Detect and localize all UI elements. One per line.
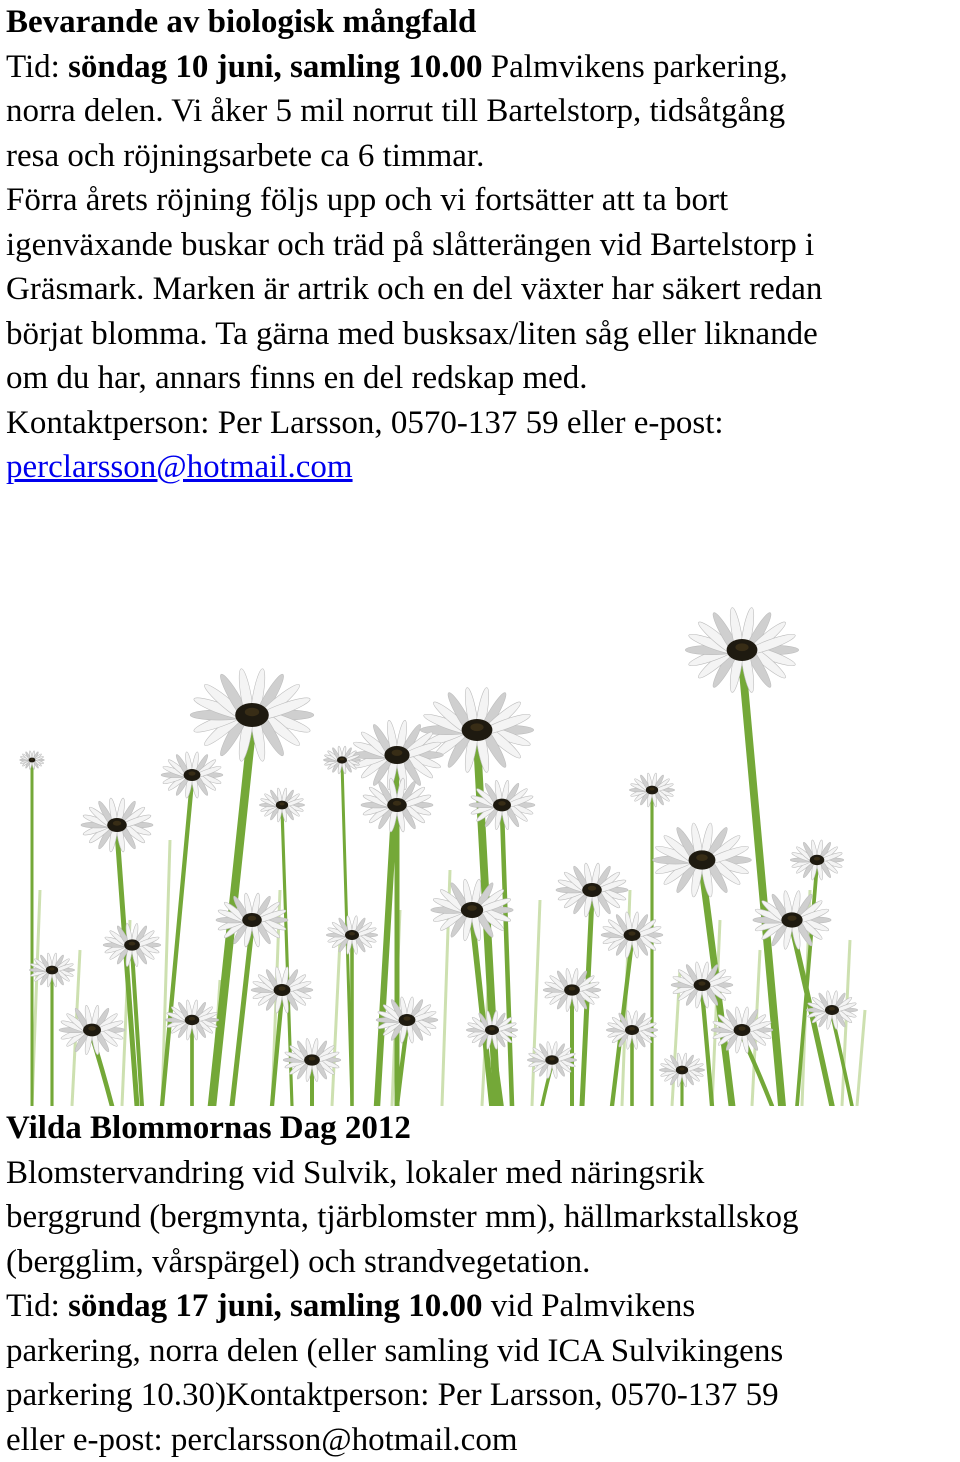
flower-center-highlight bbox=[629, 1027, 635, 1031]
flower-center-highlight bbox=[393, 801, 401, 806]
flower-center-highlight bbox=[787, 915, 796, 920]
event2-time-bold: söndag 17 juni, samling 10.00 bbox=[68, 1288, 483, 1324]
flower-center-highlight bbox=[188, 771, 195, 775]
event2-time-line bbox=[6, 1284, 956, 1329]
flower-center-highlight bbox=[113, 821, 121, 826]
flower-center-highlight bbox=[735, 643, 748, 651]
flower-center-highlight bbox=[392, 750, 403, 756]
email-link[interactable]: perclarsson@hotmail.com bbox=[6, 449, 353, 485]
event1-line: om du har, annars finns en del redskap med. bbox=[6, 360, 588, 396]
daisy-photo bbox=[12, 590, 868, 1106]
flower-center-highlight bbox=[88, 1026, 96, 1030]
flower-center-highlight bbox=[829, 1007, 835, 1011]
event1-line: Gräsmark. Marken är artrik och en del växter har säkert redan bbox=[6, 271, 823, 307]
event1-section bbox=[6, 0, 956, 490]
flower-center-highlight bbox=[698, 981, 705, 985]
event2-line: parkering, norra delen (eller samling vid ICA Sulvikingens bbox=[6, 1332, 784, 1369]
event1-time-line bbox=[6, 45, 956, 90]
event1-time-bold: söndag 10 juni, samling 10.00 bbox=[68, 48, 483, 85]
flower-center-highlight bbox=[588, 886, 596, 891]
event1-line: Förra årets röjning följs upp och vi fortsätter att ta bort bbox=[6, 182, 729, 218]
flower-center-highlight bbox=[49, 967, 54, 970]
event2-line: berggrund (bergmynta, tjärblomster mm), hällmarkstallskog bbox=[6, 1199, 799, 1235]
flower-center-highlight bbox=[569, 987, 576, 991]
event1-line: börjat blomma. Ta gärna med busksax/liten såg eller liknande bbox=[6, 315, 818, 352]
event2-line: Blomstervandring vid Sulvik, lokaler med näringsrik bbox=[6, 1154, 705, 1191]
flower-center-highlight bbox=[470, 723, 483, 731]
event2-line: (bergglim, vårspärgel) och strandvegetation. bbox=[6, 1243, 591, 1280]
flower-center-highlight bbox=[129, 942, 136, 946]
event2-line: eller e-post: perclarsson@hotmail.com bbox=[6, 1421, 518, 1458]
event2-time-rest: vid Palmvikens bbox=[482, 1288, 696, 1324]
event1-title: Bevarande av biologisk mångfald bbox=[6, 4, 477, 40]
flower-center-highlight bbox=[279, 802, 284, 805]
flower-center-highlight bbox=[649, 787, 654, 790]
flower-center-highlight bbox=[814, 857, 820, 861]
flower-center-highlight bbox=[467, 905, 477, 911]
flower-center-highlight bbox=[31, 759, 34, 761]
flower-center-highlight bbox=[549, 1057, 555, 1060]
daisy-photo-svg bbox=[12, 590, 868, 1106]
flower-center-highlight bbox=[278, 986, 285, 990]
flower-center-highlight bbox=[309, 1057, 316, 1061]
event2-line: parkering 10.30)Kontaktperson: Per Larsson, 0570-137 59 bbox=[6, 1377, 779, 1413]
event2-title: Vilda Blommornas Dag 2012 bbox=[6, 1110, 411, 1146]
flower-center-highlight bbox=[245, 708, 259, 716]
flower-center-highlight bbox=[403, 1016, 410, 1020]
flower-center-highlight bbox=[628, 931, 635, 935]
flower-center-highlight bbox=[340, 758, 344, 761]
flower-center-highlight bbox=[679, 1067, 684, 1070]
flower-center-highlight bbox=[189, 1017, 195, 1021]
event2-time-label: Tid: bbox=[6, 1288, 69, 1324]
event1-time-label: Tid: bbox=[6, 48, 69, 85]
event1-contact-line: Kontaktperson: Per Larsson, 0570-137 59 eller e-post: bbox=[6, 404, 724, 441]
event1-line: igenväxande buskar och träd på slåtterängen vid Bartelstorp i bbox=[6, 226, 815, 263]
flower-center-highlight bbox=[738, 1026, 745, 1030]
event1-line: resa och röjningsarbete ca 6 timmar. bbox=[6, 137, 485, 174]
event2-section bbox=[6, 1106, 956, 1462]
event1-time-rest: Palmvikens parkering, bbox=[482, 48, 788, 85]
event1-line: norra delen. Vi åker 5 mil norrut till Bartelstorp, tidsåtgång bbox=[6, 93, 786, 129]
flower-center-highlight bbox=[696, 854, 708, 861]
flower-center-highlight bbox=[489, 1027, 495, 1031]
flower-center-highlight bbox=[248, 916, 256, 921]
flower-center-highlight bbox=[498, 801, 506, 805]
flower-center-highlight bbox=[349, 932, 355, 936]
